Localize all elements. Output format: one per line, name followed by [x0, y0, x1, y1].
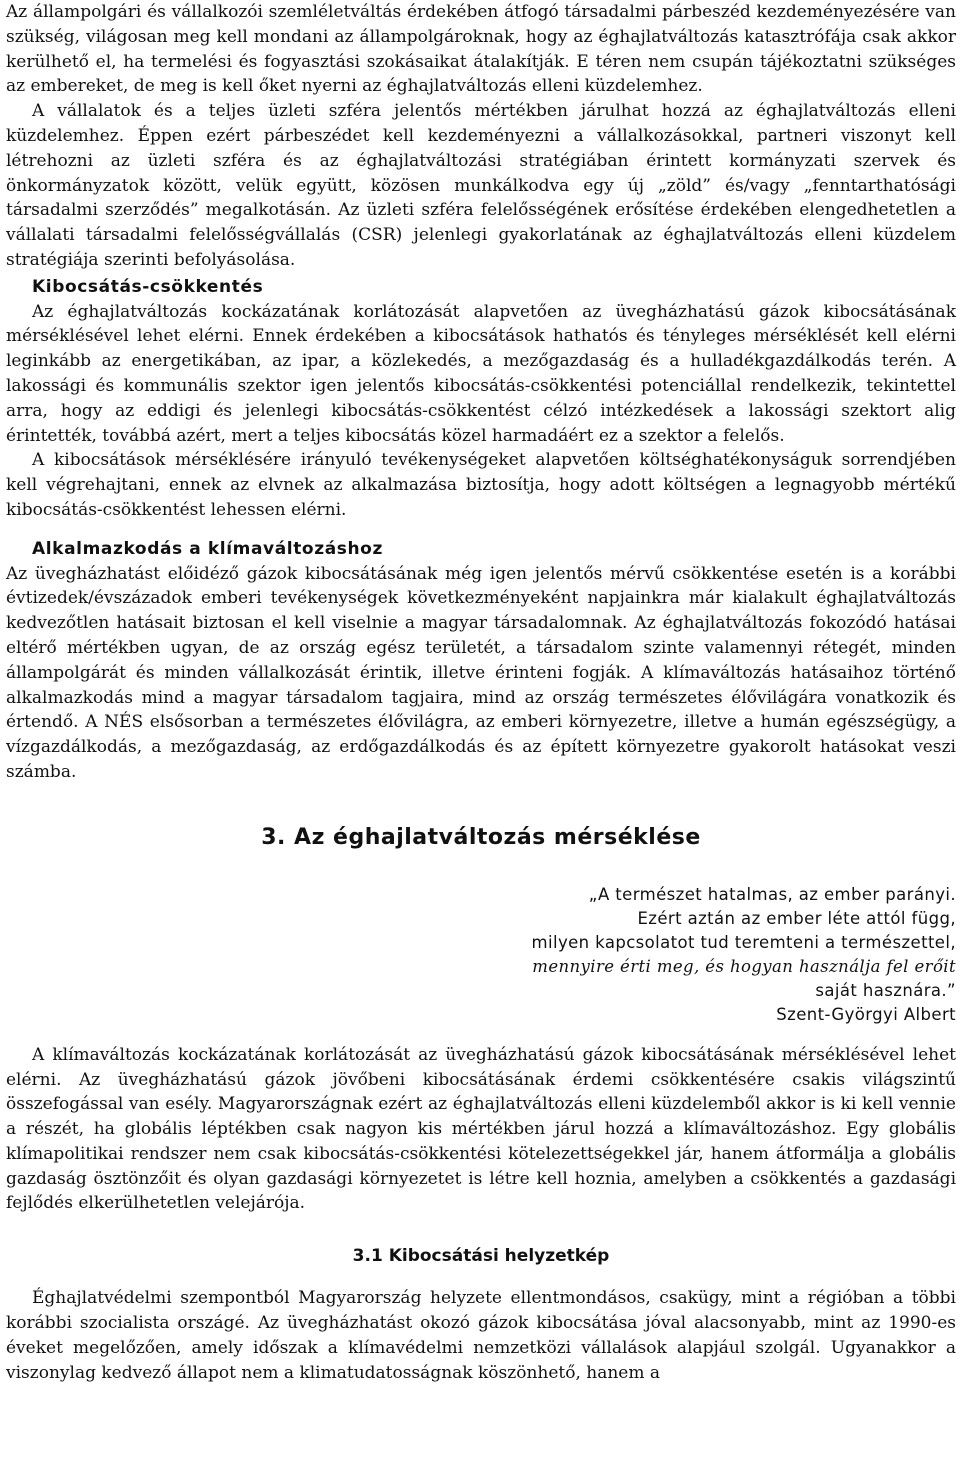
- section-title: 3.1 Kibocsátási helyzetkép: [352, 1246, 610, 1267]
- paragraph-szemleletvaltas: Az állampolgári és vállalkozói szemléletváltás érdekében átfogó társadalmi párbeszéd kezdeményezésére van szükség, világosan meg kell mondani az állampolgároknak, hogy az éghajlatváltozás katasztrófája csak akkor kerülhető el, ha termelési és fogyasztási szokásaikat átalakítják. E téren nem csupán tájékoztatni szükséges az embereket, de meg is kell őket nyerni az éghajlatváltozás elleni küzdelemhez.: [6, 2, 956, 97]
- document-page: [6, 0, 956, 1385]
- paragraph-alkalmazkodas: Az üvegházhatást előidéző gázok kibocsátásának még igen jelentős mérvű csökkentése esetén is a korábbi évtizedek/évszázadok emberi tevékenységek következményeként napjainkra már kialakult éghajlatváltozás kedvezőtlen hatásait biztosan el kell viselnie a magyar társadalomnak. Az éghajlatváltozás fokozódó hatásai eltérő mértékben ugyan, de az ország egész területét, a társadalom szinte valamennyi rétegét, minden állampolgárát és minden vállalkozását érintik, illetve érinteni fogják. A klímaváltozás hatásaihoz történő alkalmazkodás mind a magyar társadalom tagjaira, mind az ország természetes élővilágára vonatkozik és értendő. A NÉS elsősorban a természetes élővilágra, az emberi környezetre, illetve a humán egészségügy, a vízgazdálkodás, a mezőgazdaság, az erdőgazdálkodás és az épített környezetre gyakorolt hatásokat veszi számba.: [6, 563, 956, 782]
- quote-line: „A természet hatalmas, az ember parányi.: [588, 884, 956, 904]
- epigraph-quote: [6, 883, 956, 1027]
- quote-author: Szent-Györgyi Albert: [776, 1004, 956, 1024]
- heading-kibocsatas-csokkentes: Kibocsátás-csökkentés: [32, 276, 264, 297]
- paragraph-kibocsatasi-helyzetkep: Éghajlatvédelmi szempontból Magyarország helyzete ellentmondásos, csakügy, mint a régióban a többi korábbi szocialista országé. Az üvegházhatást okozó gázok kibocsátása jóval alacsonyabb, mint az 1990-es éveket megelőzően, amely időszak a klímavédelmi nemzetközi vállalások alapjául szolgál. Ugyanakkor a viszonylag kedvező állapot nem a klimatudatosságnak köszönhető, hanem a: [6, 1288, 956, 1383]
- heading-alkalmazkodas: Alkalmazkodás a klímaváltozáshoz: [32, 538, 383, 559]
- chapter-title: 3. Az éghajlatváltozás mérséklése: [261, 824, 701, 850]
- quote-line: saját hasznára.”: [815, 980, 956, 1000]
- quote-line: milyen kapcsolatot tud teremteni a természettel,: [531, 932, 956, 952]
- paragraph-koltseghatekonysag: A kibocsátások mérséklésére irányuló tevékenységeket alapvetően költséghatékonyságuk sorrendjében kell végrehajtani, ennek az elvnek az alkalmazása biztosítja, hogy adott költségen a legnagyobb mértékű kibocsátás-csökkentést lehessen elérni.: [6, 450, 956, 520]
- quote-line: mennyire érti meg, és hogyan használja fel erőit: [532, 956, 956, 976]
- quote-line: Ezért aztán az ember léte attól függ,: [637, 908, 956, 928]
- paragraph-kibocsatas-korlatozas: Az éghajlatváltozás kockázatának korlátozását alapvetően az üvegházhatású gázok kibocsátásának mérséklésével lehet elérni. Ennek érdekében a kibocsátások hathatós és tényleges mérséklését kell elérni leginkább az energetikában, az ipar, a közlekedés, a mezőgazdaság és a hulladékgazdálkodás terén. A lakossági és kommunális szektor igen jelentős kibocsátás-csökkentési potenciállal rendelkezik, tekintettel arra, hogy az eddigi és jelenlegi kibocsátás-csökkentést célzó intézkedések a lakossági szektort alig érintették, továbbá azért, mert a teljes kibocsátás közel harmadáért ez a szektor a felelős.: [6, 301, 956, 446]
- paragraph-klimavaltozas-kockazat: A klímaváltozás kockázatának korlátozását az üvegházhatású gázok kibocsátásának mérséklésével lehet elérni. Az üvegházhatású gázok jövőbeni kibocsátásának érdemi csökkentésére csakis világszintű összefogással van esély. Magyarországnak ezért az éghajlatváltozás elleni küzdelemből akkor is ki kell vennie a részét, ha globális léptékben csak nagyon kis mértékben járul hozzá a klímaváltozáshoz. Egy globális klímapolitikai rendszer nem csak kibocsátás-csökkentési kötelezettségekkel jár, hanem átformálja a globális gazdaság ösztönzőit és olyan gazdasági környezetet is létre kell hoznia, amelyben a csökkentés a gazdasági fejlődés elkerülhetetlen velejárója.: [6, 1044, 956, 1214]
- paragraph-vallalatok: A vállalatok és a teljes üzleti szféra jelentős mértékben járulhat hozzá az éghajlatváltozás elleni küzdelemhez. Éppen ezért párbeszédet kell kezdeményezni a vállalkozásokkal, partneri viszonyt kell létrehozni az üzleti szféra és az éghajlatváltozási stratégiában érintett kormányzati szervek és önkormányzatok között, velük együtt, közösen munkálkodva egy új „zöld” és/vagy „fenntarthatósági társadalmi szerződés” megalkotásán. Az üzleti szféra felelősségének erősítése érdekében elengedhetetlen a vállalati társadalmi felelősségvállalás (CSR) jelenlegi gyakorlatának az éghajlatváltozás elleni küzdelem stratégiája szerinti befolyásolása.: [6, 101, 956, 270]
